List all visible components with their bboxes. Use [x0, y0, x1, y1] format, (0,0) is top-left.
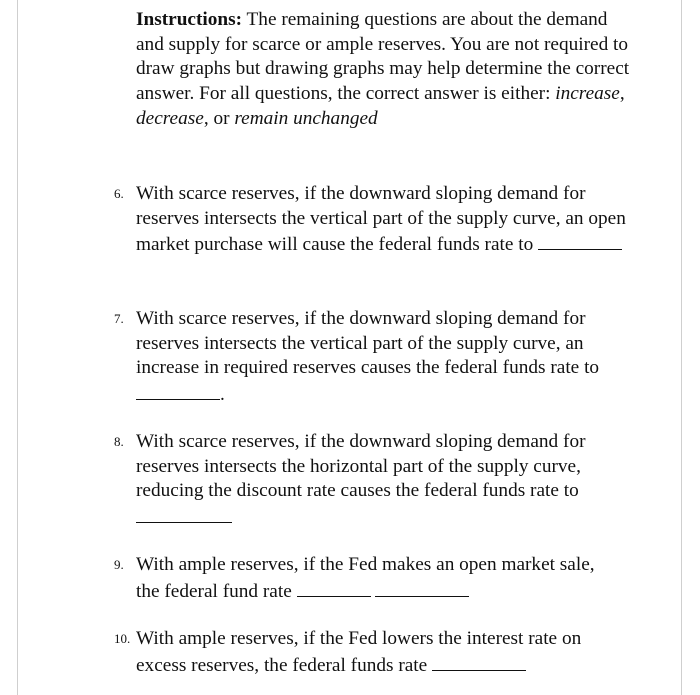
instructions-separator: , or	[203, 107, 235, 129]
answer-option-remain-unchanged: remain unchanged	[234, 107, 378, 129]
question-number: 6.	[114, 186, 124, 201]
question-text	[136, 627, 636, 678]
question-text	[136, 430, 636, 530]
question-text	[136, 307, 636, 407]
question-8	[114, 430, 654, 530]
question-6	[114, 182, 654, 258]
question-prompt: With scarce reserves, if the downward sloping demand for reserves intersects the vertical part of the supply curve, an open market purchase will cause the federal funds rate to	[136, 183, 626, 255]
question-text	[136, 182, 636, 258]
question-number: 8.	[114, 434, 124, 449]
question-number: 9.	[114, 557, 124, 572]
question-9	[114, 553, 654, 604]
page-left-border	[17, 0, 18, 695]
question-7	[114, 307, 654, 407]
answer-blank[interactable]	[432, 652, 526, 671]
page-right-border	[681, 0, 682, 695]
question-prompt: With scarce reserves, if the downward sloping demand for reserves intersects the vertical part of the supply curve, an increase in required reserves causes the federal funds rate to	[136, 308, 600, 378]
question-text	[136, 553, 606, 604]
answer-option-decrease: decrease	[136, 107, 204, 129]
question-suffix: .	[220, 383, 225, 405]
answer-blank[interactable]	[297, 578, 371, 597]
question-prompt: With ample reserves, if the Fed makes an open market sale, the federal fund rate	[136, 554, 595, 602]
question-prompt: With scarce reserves, if the downward sloping demand for reserves intersects the horizontal part of the supply curve, reducing the discount rate causes the federal funds rate to	[136, 431, 586, 501]
question-10	[114, 627, 654, 678]
question-prompt: With ample reserves, if the Fed lowers the interest rate on excess reserves, the federal funds rate	[136, 628, 582, 676]
instructions-label: Instructions:	[136, 9, 243, 30]
instructions-paragraph	[136, 8, 636, 132]
answer-blank[interactable]	[136, 381, 220, 400]
question-number: 7.	[114, 311, 124, 326]
answer-blank[interactable]	[136, 504, 232, 523]
answer-blank-2[interactable]	[375, 578, 469, 597]
answer-option-increase: increase	[555, 83, 620, 105]
instructions-text: The remaining questions are about the demand and supply for scarce or ample reserves. You are not required to draw graphs but drawing graphs may help determine the correct answer. For all questions, the correct answer is either:	[136, 9, 630, 105]
answer-blank[interactable]	[538, 231, 622, 250]
instructions-separator: ,	[619, 83, 625, 105]
question-number: 10.	[114, 631, 131, 646]
